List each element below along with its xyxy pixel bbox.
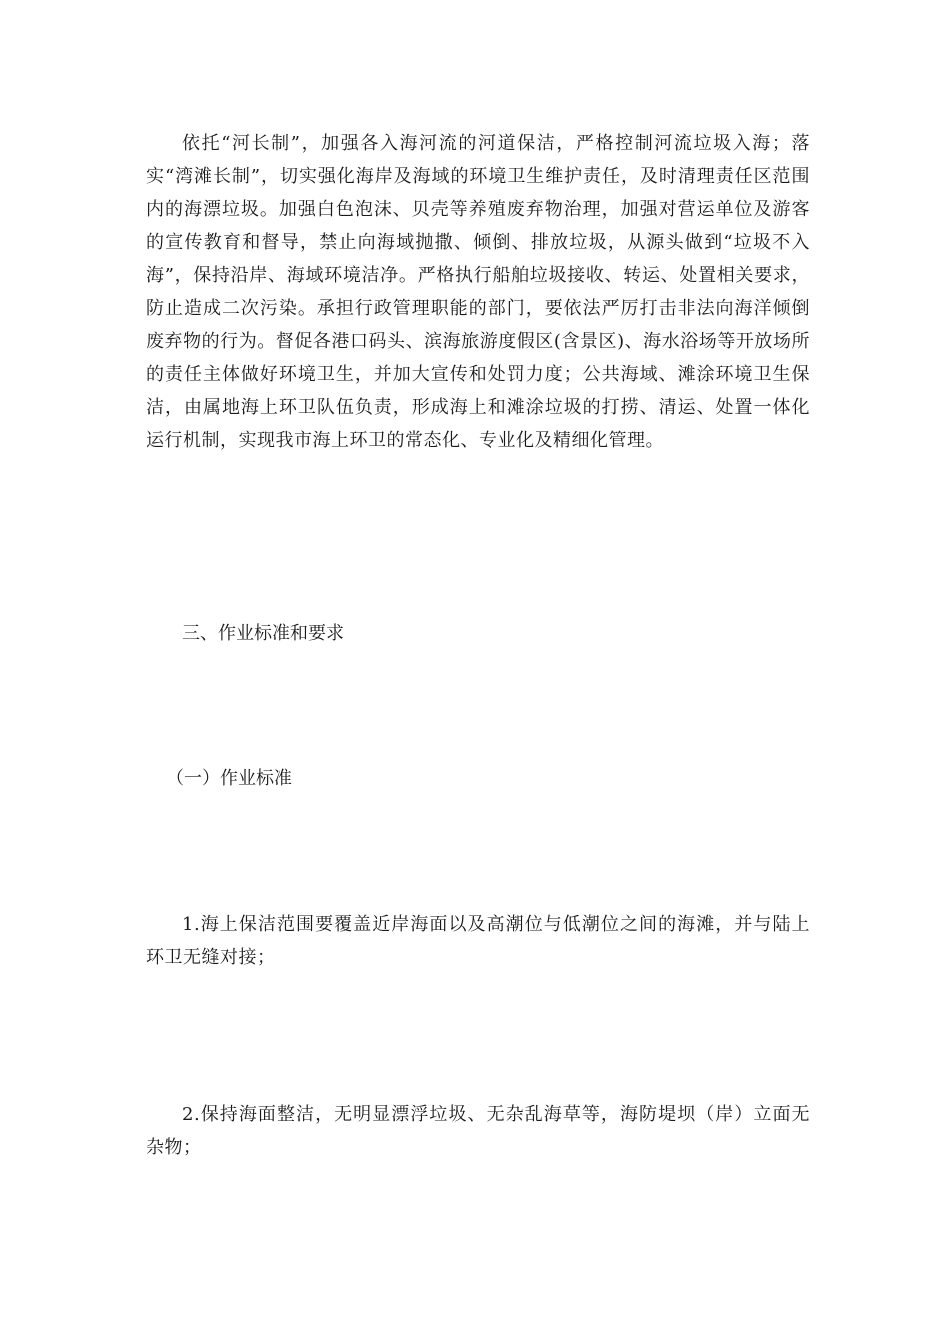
subsection-heading: （一）作业标准 — [166, 768, 292, 789]
body-paragraph: 依托“河长制”，加强各入海河流的河道保洁，严格控制河流垃圾入海；落实“湾滩长制”，切实强化海岸及海域的环境卫生维护责任，及时清理责任区范围内的海漂垃圾。加强白色泡沫、贝壳等养殖废弃物治理，加强对营运单位及游客的宣传教育和督导，禁止向海域抛撒、倾倒、排放垃圾，从源头做到“垃圾不入海”，保持沿岸、海域环境洁净。严格执行船舶垃圾接收、转运、处置相关要求，防止造成二次污染。承担行政管理职能的部门，要依法严厉打击非法向海洋倾倒废弃物的行为。督促各港口码头、滨海旅游度假区(含景区)、海水浴场等开放场所的责任主体做好环境卫生，并加大宣传和处罚力度；公共海域、滩涂环境卫生保洁，由属地海上环卫队伍负责，形成海上和滩涂垃圾的打捞、清运、处置一体化运行机制，实现我市海上环卫的常态化、专业化及精细化管理。 — [146, 133, 810, 451]
list-item-1: 1.海上保洁范围要覆盖近岸海面以及高潮位与低潮位之间的海滩，并与陆上环卫无缝对接； — [146, 914, 810, 968]
section-heading: 三、作业标准和要求 — [182, 623, 344, 644]
list-item-2: 2.保持海面整洁，无明显漂浮垃圾、无杂乱海草等，海防堤坝（岸）立面无杂物； — [146, 1104, 810, 1158]
